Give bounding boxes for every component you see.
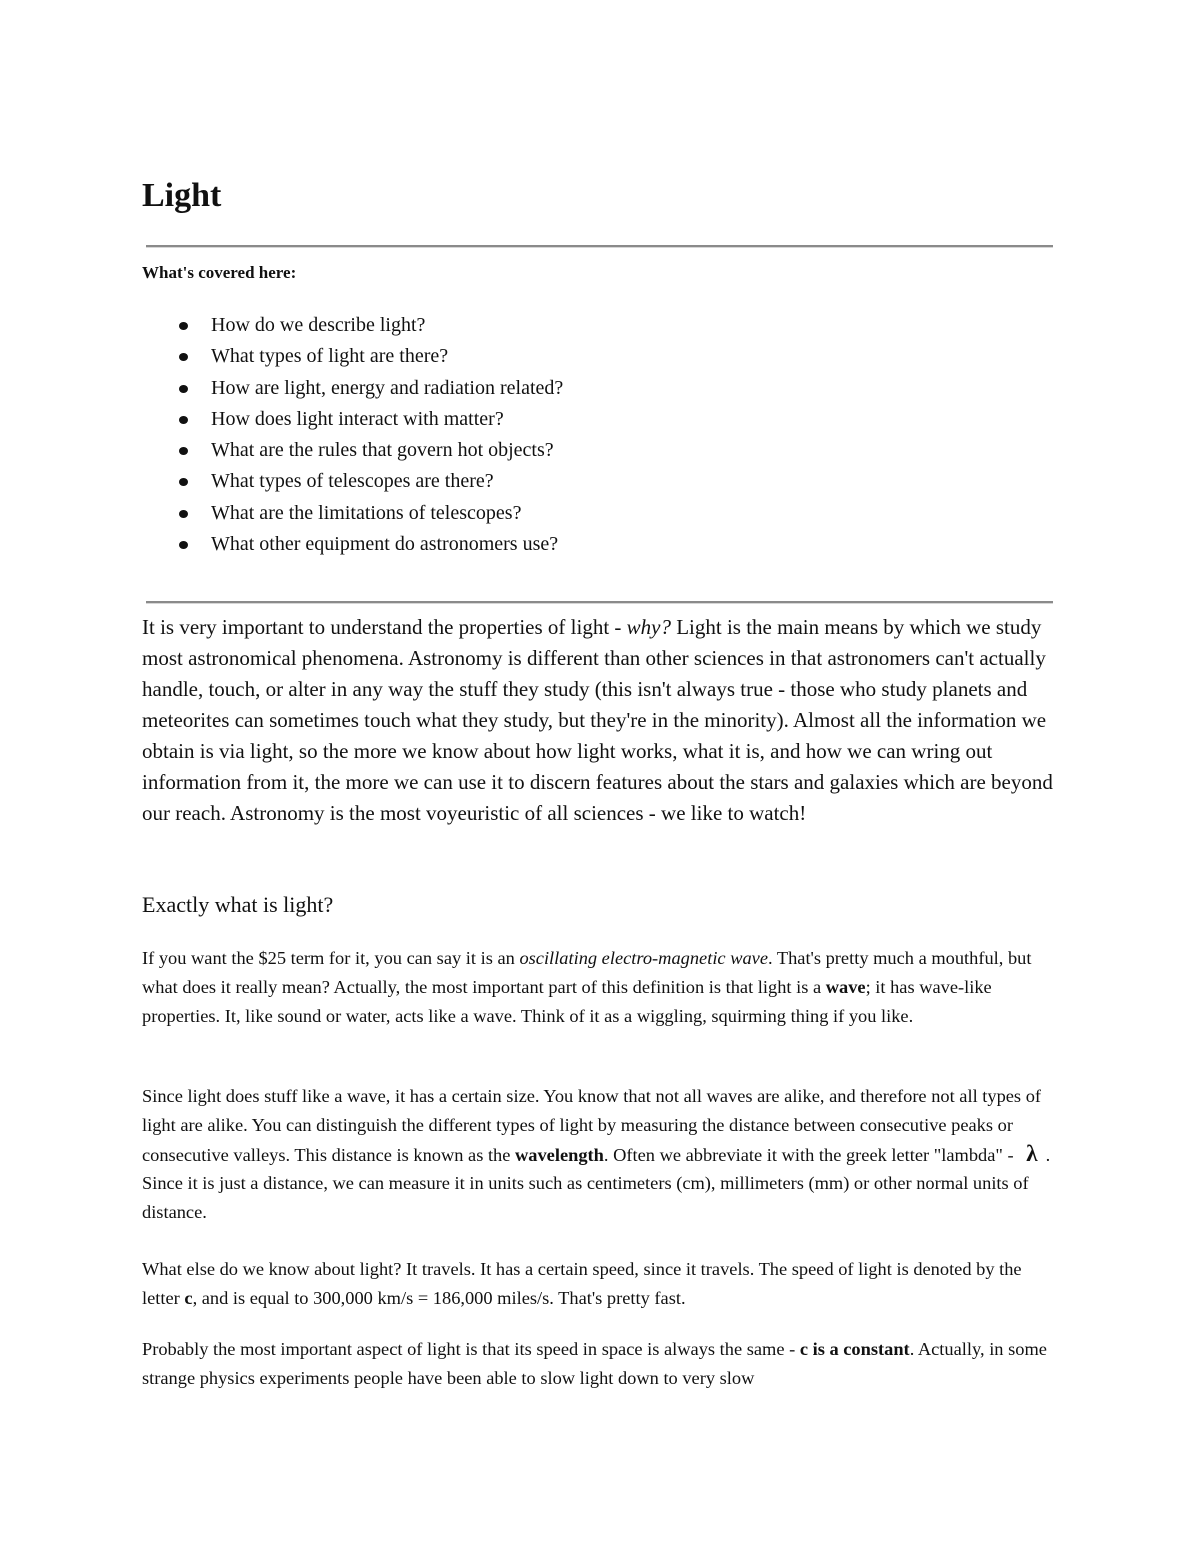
topics-list bbox=[142, 310, 563, 560]
bold-term: c bbox=[184, 1287, 193, 1308]
bullet-icon bbox=[179, 478, 188, 486]
paragraph-speed bbox=[142, 1255, 1054, 1313]
paragraph-text: If you want the $25 term for it, you can say it is an bbox=[142, 948, 520, 968]
horizontal-rule-bottom bbox=[146, 601, 1053, 604]
list-item bbox=[142, 529, 563, 560]
list-item-text: What are the rules that govern hot objects? bbox=[211, 439, 554, 462]
intro-emphasis: why? bbox=[626, 615, 671, 639]
list-item-text: How does light interact with matter? bbox=[211, 407, 504, 430]
paragraph-definition bbox=[142, 944, 1054, 1030]
bold-term: wavelength bbox=[515, 1144, 604, 1165]
bold-term: wave bbox=[825, 976, 866, 997]
page-title: Light bbox=[142, 177, 222, 214]
bullet-icon bbox=[179, 510, 188, 518]
list-item bbox=[142, 498, 563, 529]
list-item-text: How do we describe light? bbox=[211, 314, 426, 336]
bullet-icon bbox=[179, 353, 188, 361]
section-heading: Exactly what is light? bbox=[142, 892, 334, 917]
paragraph-text: Probably the most important aspect of light is that its speed in space is always the same - bbox=[142, 1339, 800, 1359]
paragraph-wavelength bbox=[142, 1082, 1054, 1227]
paragraph-text: , and is equal to 300,000 km/s = 186,000 miles/s. That's pretty fast. bbox=[192, 1287, 686, 1308]
list-item bbox=[142, 341, 563, 372]
bullet-icon bbox=[179, 541, 188, 549]
paragraph-text: . Actually, in some strange physics experiments people have been able to slow light down to very slow bbox=[142, 1339, 1047, 1388]
paragraph-text: Since light does stuff like a wave, it has a certain size. You know that not all waves are alike, and therefore not all types of light are alike. You can distinguish the different types of light by measuring the distance between consecutive peaks or consecutive valleys. This distance is known as the bbox=[142, 1086, 1042, 1165]
horizontal-rule-top bbox=[146, 245, 1053, 248]
paragraph-constant bbox=[142, 1335, 1054, 1393]
paragraph-text: ; it has wave-like properties. It, like sound or water, acts like a wave. Think of it as a wiggling, squirming thing if you like. bbox=[142, 976, 992, 1026]
list-item-text: How are light, energy and radiation related? bbox=[211, 376, 564, 399]
intro-text-start: It is very important to understand the properties of light - bbox=[142, 615, 627, 639]
bullet-icon bbox=[179, 447, 188, 455]
list-item-text: What types of telescopes are there? bbox=[211, 470, 494, 493]
emphasis-term: oscillating electro-magnetic wave bbox=[519, 948, 768, 968]
bullet-icon bbox=[179, 322, 188, 330]
paragraph-text: . That's pretty much a mouthful, but what does it really mean? Actually, the most important part of this definition is that light is a bbox=[142, 948, 1032, 997]
list-item-text: What other equipment do astronomers use? bbox=[211, 533, 559, 556]
list-item bbox=[142, 404, 563, 435]
list-item bbox=[142, 373, 563, 404]
list-item bbox=[142, 310, 563, 341]
paragraph-text: What else do we know about light? It travels. It has a certain speed, since it travels. The speed of light is denoted by the letter bbox=[142, 1259, 1022, 1308]
list-item-text: What types of light are there? bbox=[211, 345, 449, 368]
bullet-icon bbox=[179, 385, 188, 393]
covered-heading: What's covered here: bbox=[142, 263, 297, 282]
list-item bbox=[142, 435, 563, 466]
intro-text-rest: Light is the main means by which we study most astronomical phenomena. Astronomy is different than other sciences in that astronomers can't actually handle, touch, or alter in any way the stuff they study (this isn't always true - those who study planets and meteorites can sometimes touch what they study, but they're in the minority). Almost all the information we obtain is via light, so the more we know about how light works, what it is, and how we can wring out information from it, the more we can use it to discern features about the stars and galaxies which are beyond our reach. Astronomy is the most voyeuristic of all sciences - we like to watch! bbox=[142, 615, 1053, 825]
intro-paragraph bbox=[142, 612, 1062, 829]
list-item-text: What are the limitations of telescopes? bbox=[211, 501, 522, 524]
lambda-symbol: λ bbox=[1026, 1140, 1038, 1166]
list-item bbox=[142, 466, 563, 497]
paragraph-text: . Often we abbreviate it with the greek letter "lambda" - bbox=[603, 1144, 1019, 1165]
paragraph-text: . Since it is just a distance, we can measure it in units such as centimeters (cm), millimeters (mm) or other normal units of distance. bbox=[142, 1144, 1051, 1223]
bullet-icon bbox=[179, 416, 188, 424]
bold-term: c is a constant bbox=[799, 1339, 910, 1359]
